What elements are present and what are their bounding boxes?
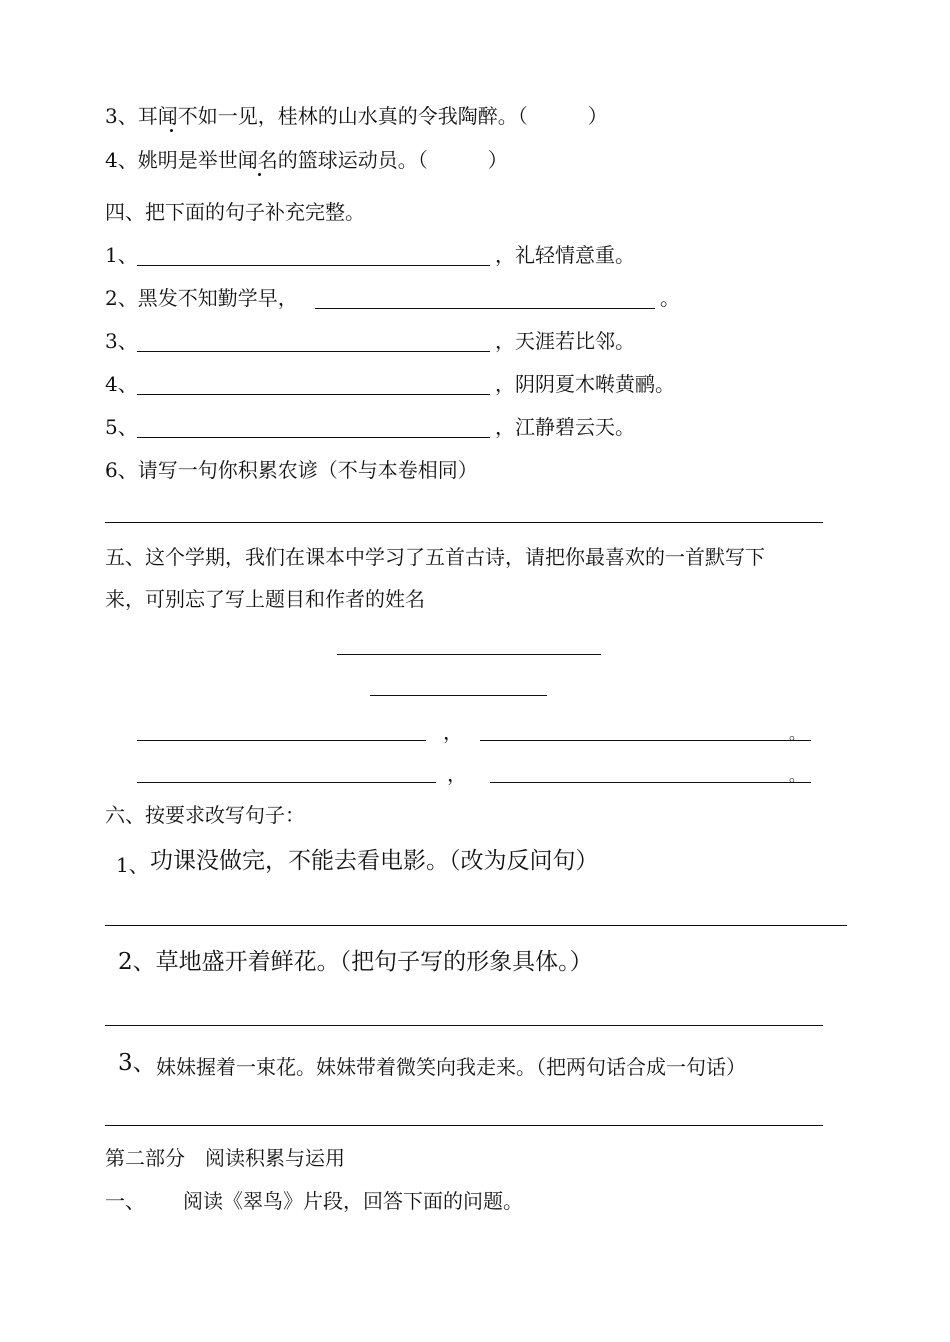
section-5-line-2: 来，可别忘了写上题目和作者的姓名 <box>105 587 425 611</box>
poem-period-1: 。 <box>789 724 806 743</box>
part-2-question-1-number: 一、 <box>105 1189 145 1213</box>
fill-item-4-number: 4、 <box>105 372 138 396</box>
poem-comma-2: ， <box>447 762 467 786</box>
fill-item-1-text: ，礼轻情意重。 <box>495 243 635 267</box>
emphasis-dot <box>170 129 173 132</box>
poem-line-2a[interactable] <box>137 782 436 783</box>
rewrite-1: 功课没做完，不能去看电影。（改为反问句） <box>150 848 599 874</box>
poem-line-1b[interactable] <box>480 740 811 741</box>
fill-item-2-text: 。 <box>660 286 680 310</box>
rewrite-2: 2、草地盛开着鲜花。（把句子写的形象具体。） <box>118 949 593 975</box>
answer-line-6[interactable] <box>105 522 823 523</box>
fill-item-5-text: ，江静碧云天。 <box>495 415 635 439</box>
section-6-title: 六、按要求改写句子： <box>105 803 305 827</box>
fill-item-3-text: ，天涯若比邻。 <box>495 329 635 353</box>
rewrite-1-number: 1、 <box>116 853 149 877</box>
section-5-line-1: 五、这个学期，我们在课本中学习了五首古诗，请把你最喜欢的一首默写下 <box>105 545 765 569</box>
fill-blank-2[interactable] <box>315 308 655 309</box>
fill-blank-1[interactable] <box>137 265 490 266</box>
fill-blank-3[interactable] <box>137 351 490 352</box>
rewrite-3-answer-line[interactable] <box>105 1125 823 1126</box>
poem-author-line[interactable] <box>370 695 547 696</box>
rewrite-3: 妹妹握着一束花。妹妹带着微笑向我走来。（把两句话合成一句话） <box>156 1055 746 1079</box>
fill-item-2-number: 2、黑发不知勤学早， <box>105 286 298 310</box>
question-3-4: 4、姚明是举世闻名的篮球运动员。（ ） <box>105 148 508 172</box>
fill-blank-4[interactable] <box>137 394 490 395</box>
fill-item-6: 6、请写一句你积累农谚（不与本卷相同） <box>105 458 478 482</box>
poem-period-2: 。 <box>789 766 806 785</box>
rewrite-3-number: 3、 <box>118 1050 156 1076</box>
poem-title-line[interactable] <box>337 654 601 655</box>
emphasis-dot <box>258 173 261 176</box>
rewrite-1-answer-line[interactable] <box>105 925 847 926</box>
fill-item-3-number: 3、 <box>105 329 138 353</box>
fill-item-4-text: ，阴阴夏木啭黄鹂。 <box>495 372 675 396</box>
fill-item-1-number: 1、 <box>105 243 138 267</box>
section-4-title: 四、把下面的句子补充完整。 <box>105 200 365 224</box>
fill-blank-5[interactable] <box>137 437 490 438</box>
poem-comma-1: ， <box>443 720 463 744</box>
question-3-3: 3、耳闻不如一见，桂林的山水真的令我陶醉。（ ） <box>105 104 608 128</box>
part-2-question-1: 阅读《翠鸟》片段，回答下面的问题。 <box>183 1189 523 1213</box>
part-2-title: 第二部分 阅读积累与运用 <box>105 1146 345 1170</box>
rewrite-2-answer-line[interactable] <box>105 1025 823 1026</box>
poem-line-2b[interactable] <box>490 782 811 783</box>
poem-line-1a[interactable] <box>137 740 426 741</box>
fill-item-5-number: 5、 <box>105 415 138 439</box>
